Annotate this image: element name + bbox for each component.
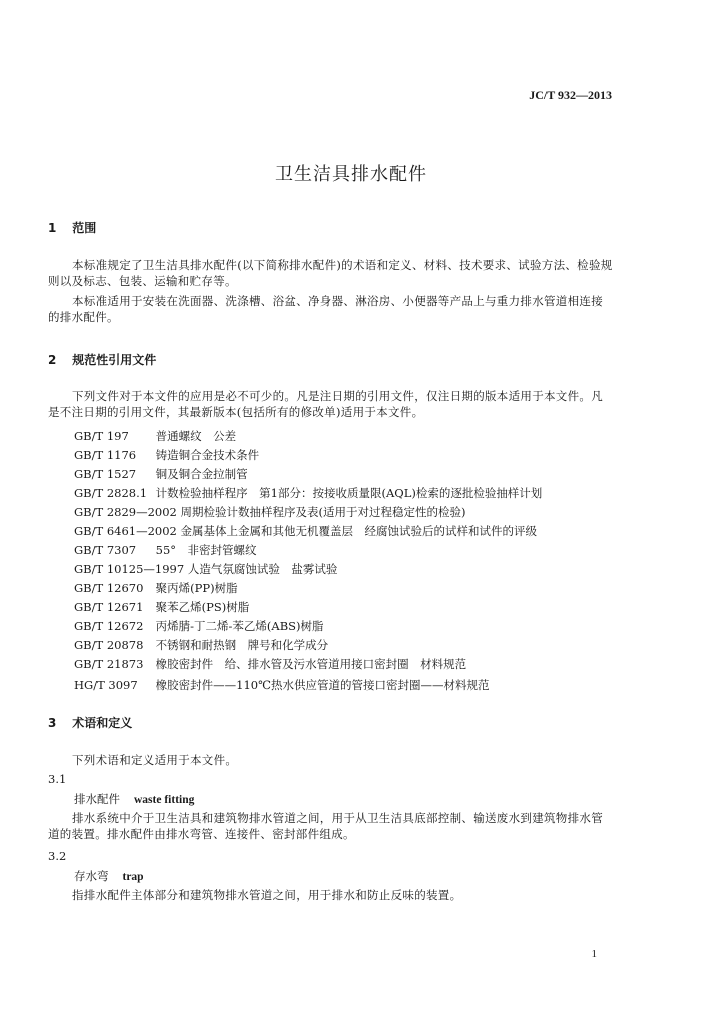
reference-title: 周期检验计数抽样程序及表(适用于对过程稳定性的检验): [180, 505, 466, 519]
term-en: trap: [122, 871, 144, 883]
scope-paragraph-1: 本标准规定了卫生洁具排水配件(以下简称排水配件)的术语和定义、材料、技术要求、试验方法、检验规则以及标志、包装、运输和贮存等。: [48, 258, 613, 288]
reference-item: [74, 485, 542, 501]
reference-code: GB/T 12671: [74, 600, 144, 614]
reference-item: [74, 656, 466, 672]
section-2-heading: [48, 352, 156, 368]
section-title: 术语和定义: [72, 716, 133, 730]
reference-item: [74, 599, 249, 615]
reference-title: 丙烯腈-丁二烯-苯乙烯(ABS)树脂: [155, 619, 324, 633]
reference-code: GB/T 197: [74, 429, 129, 443]
section-title: 规范性引用文件: [72, 353, 157, 367]
reference-title: 计数检验抽样程序 第1部分：按接收质量限(AQL)检索的逐批检验抽样计划: [155, 486, 543, 500]
term-en: waste fitting: [134, 794, 195, 806]
term-definition: 指排水配件主体部分和建筑物排水管道之间，用于排水和防止反味的装置。: [72, 888, 462, 902]
reference-item: [74, 542, 257, 558]
reference-item: [74, 523, 537, 539]
term-heading: [74, 868, 144, 885]
term-zh: 存水弯: [74, 869, 109, 883]
section-number: 3: [48, 716, 57, 730]
reference-title: 铜及铜合金拉制管: [155, 467, 248, 481]
reference-item: [74, 677, 489, 693]
section-number: 2: [48, 353, 57, 367]
reference-title: 橡胶密封件——110℃热水供应管道的管接口密封圈——材料规范: [155, 678, 490, 692]
reference-item: [74, 580, 238, 596]
section-3-heading: [48, 715, 132, 731]
reference-title: 普通螺纹 公差: [155, 429, 237, 443]
reference-title: 人造气氛腐蚀试验 盐雾试验: [187, 562, 338, 576]
term-definition: 排水系统中介于卫生洁具和建筑物排水管道之间，用于从卫生洁具底部控制、输送废水到建筑物排水管道的装置。排水配件由排水弯管、连接件、密封部件组成。: [48, 811, 603, 841]
term-zh: 排水配件: [74, 792, 120, 806]
reference-code: GB/T 20878: [74, 638, 144, 652]
reference-code: GB/T 2829—2002: [74, 505, 177, 519]
section-1-heading: [48, 220, 96, 236]
reference-title: 铸造铜合金技术条件: [155, 448, 260, 462]
page-number: 1: [591, 948, 597, 960]
reference-code: GB/T 6461—2002: [74, 524, 177, 538]
reference-item: [74, 504, 466, 520]
reference-code: GB/T 2828.1: [74, 486, 148, 500]
document-title: 卫生洁具排水配件: [275, 164, 427, 185]
reference-code: GB/T 21873: [74, 657, 144, 671]
reference-item: [74, 637, 328, 653]
reference-code: HG/T 3097: [74, 678, 138, 692]
reference-title: 不锈钢和耐热钢 牌号和化学成分: [155, 638, 329, 652]
term-number: 3.2: [48, 849, 67, 863]
reference-item: [74, 428, 236, 444]
term-heading: [74, 791, 194, 808]
reference-item: [74, 447, 259, 463]
standard-code-header: JC/T 932—2013: [529, 88, 612, 102]
scope-paragraph-2: 本标准适用于安装在洗面器、洗涤槽、浴盆、净身器、淋浴房、小便器等产品上与重力排水管道相连接的排水配件。: [48, 294, 603, 324]
reference-code: GB/T 7307: [74, 543, 137, 557]
references-intro: 下列文件对于本文件的应用是必不可少的。凡是注日期的引用文件，仅注日期的版本适用于本文件。凡是不注日期的引用文件，其最新版本(包括所有的修改单)适用于本文件。: [48, 389, 603, 419]
reference-code: GB/T 1527: [74, 467, 137, 481]
reference-item: [74, 466, 248, 482]
reference-code: GB/T 10125—1997: [74, 562, 185, 576]
reference-title: 55° 非密封管螺纹: [155, 543, 257, 557]
reference-title: 聚苯乙烯(PS)树脂: [155, 600, 250, 614]
reference-code: GB/T 12670: [74, 581, 144, 595]
reference-code: GB/T 1176: [74, 448, 137, 462]
terms-intro: 下列术语和定义适用于本文件。: [72, 753, 238, 767]
term-number: 3.1: [48, 772, 67, 786]
reference-title: 聚丙烯(PP)树脂: [155, 581, 238, 595]
reference-item: [74, 618, 324, 634]
reference-item: [74, 561, 337, 577]
reference-code: GB/T 12672: [74, 619, 144, 633]
reference-title: 金属基体上金属和其他无机覆盖层 经腐蚀试验后的试样和试件的评级: [180, 524, 538, 538]
section-number: 1: [48, 221, 57, 235]
reference-title: 橡胶密封件 给、排水管及污水管道用接口密封圈 材料规范: [155, 657, 467, 671]
section-title: 范围: [72, 221, 97, 235]
